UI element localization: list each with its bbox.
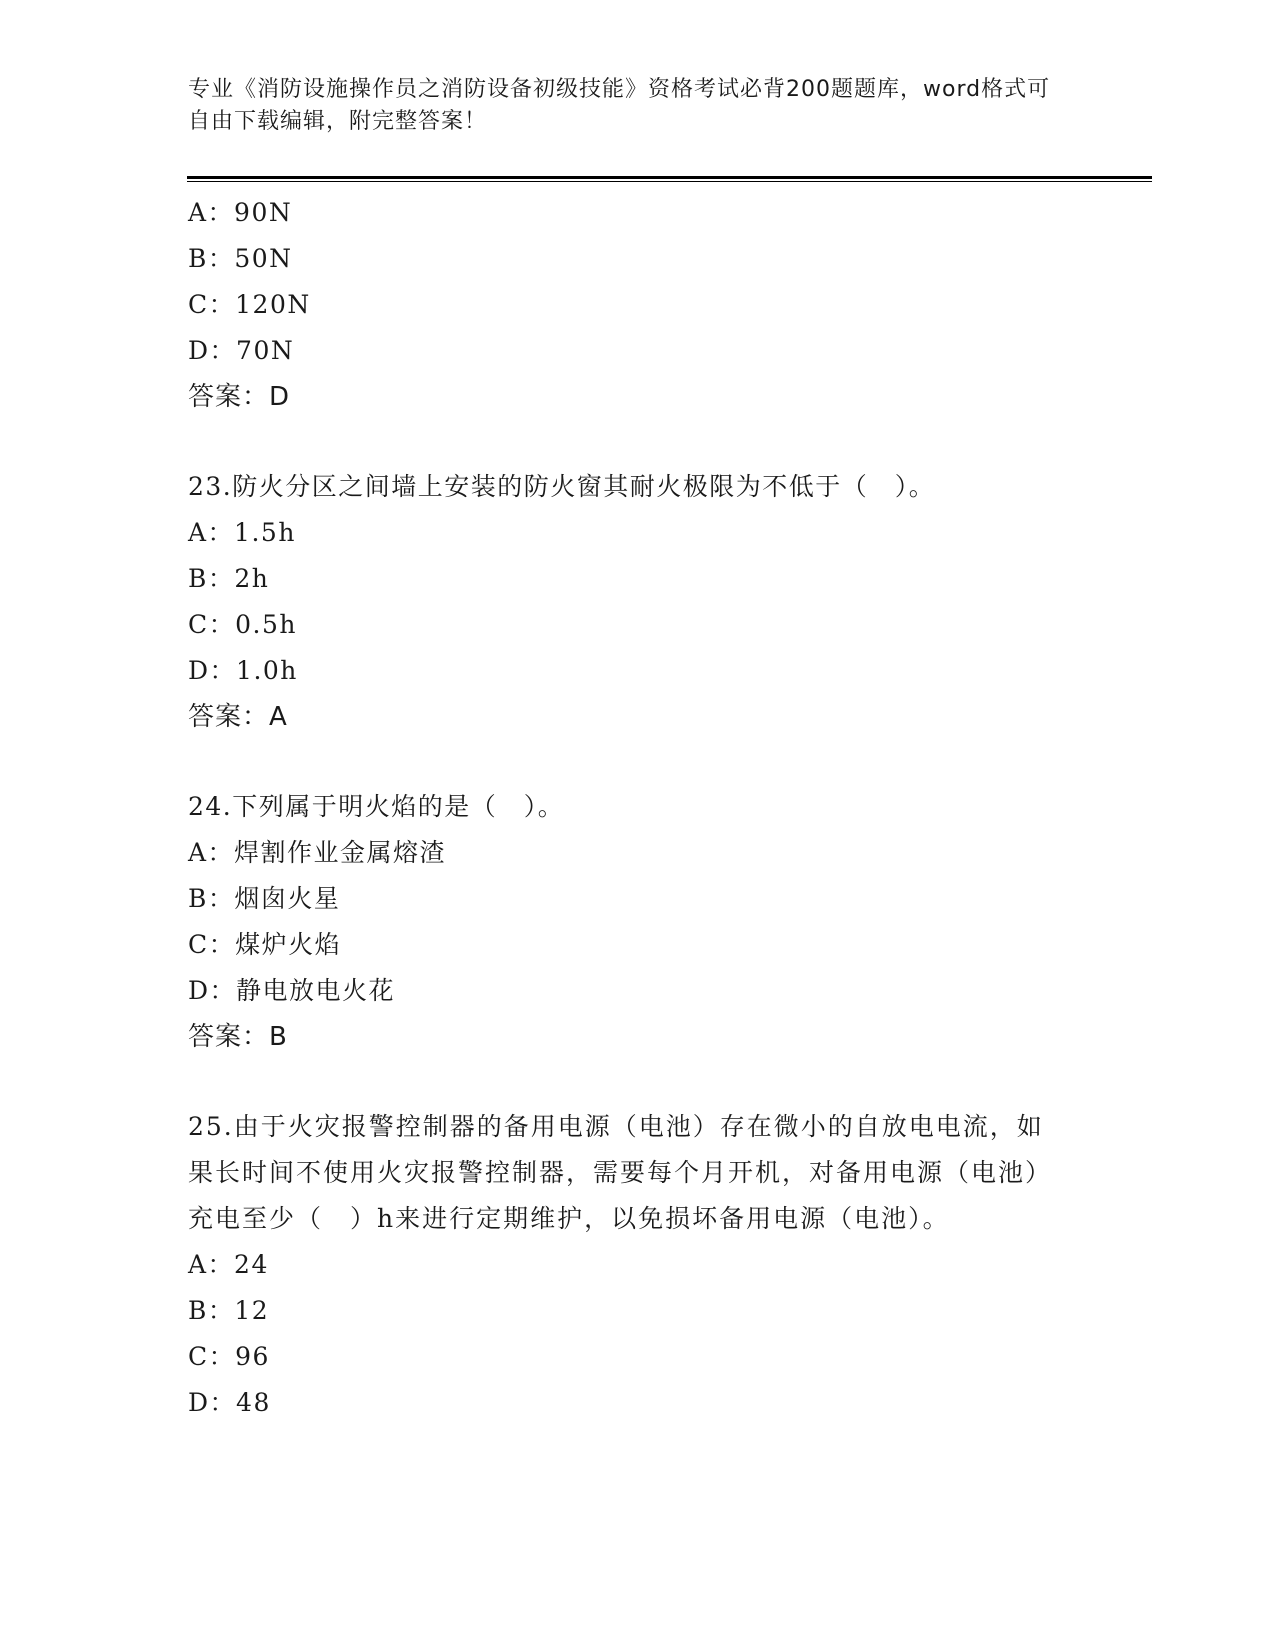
option-a: A：90N [188,198,293,227]
answer: 答案：A [188,702,288,732]
option-d: D：48 [188,1388,271,1417]
option-b: B：2h [188,564,270,593]
option-b: B：12 [188,1296,270,1325]
option-a: A：24 [188,1250,269,1279]
question-text: 23.防火分区之间墙上安装的防火窗其耐火极限为不低于（ ）。 [188,472,936,501]
question-list [188,190,1088,1426]
option-c: C：120N [188,290,311,319]
answer: 答案：D [188,382,291,412]
question-24 [188,784,1088,1060]
question-25 [188,1104,1088,1426]
option-c: C：煤炉火焰 [188,930,342,959]
option-a: A：1.5h [188,518,296,547]
option-b: B：烟囱火星 [188,884,341,913]
option-a: A：焊割作业金属熔渣 [188,838,447,867]
option-d: D：1.0h [188,656,298,685]
option-b: B：50N [188,244,293,273]
question-text: 24.下列属于明火焰的是（ ）。 [188,792,565,821]
option-d: D：70N [188,336,295,365]
option-c: C：0.5h [188,610,297,639]
question-text: 25.由于火灾报警控制器的备用电源（电池）存在微小的自放电电流，如果长时间不使用火灾报警控制器，需要每个月开机，对备用电源（电池）充电至少（ ）h来进行定期维护，以免损坏备用电源（电池）。 [188,1112,1053,1233]
document-header [188,74,1068,138]
header-title: 专业《消防设施操作员之消防设备初级技能》资格考试必背200题题库，word格式可自由下载编辑，附完整答案！ [188,77,1051,134]
option-d: D：静电放电火花 [188,976,396,1005]
answer: 答案：B [188,1022,288,1052]
question-22-continuation [188,190,1088,420]
option-c: C：96 [188,1342,270,1371]
header-rule-thin [187,181,1152,182]
question-23 [188,464,1088,740]
header-rule-thick [187,176,1152,179]
